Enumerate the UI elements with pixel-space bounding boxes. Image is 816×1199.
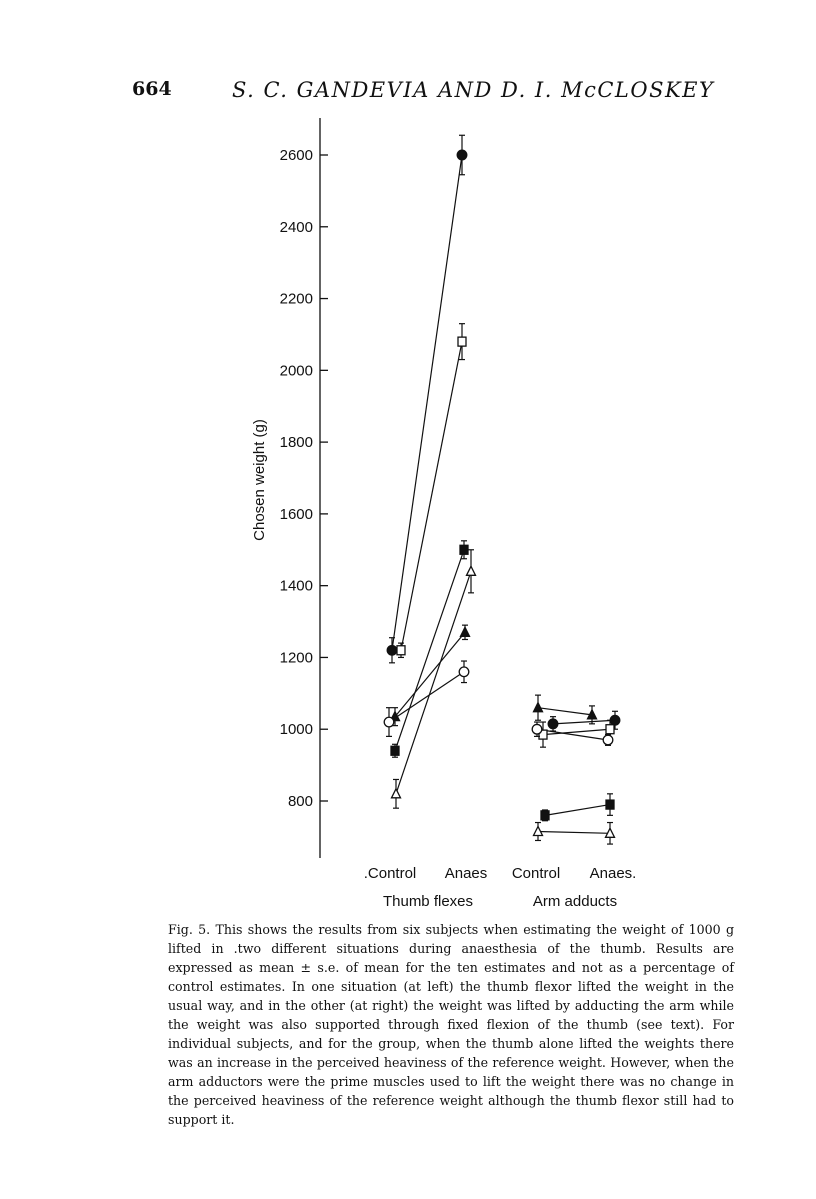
data-point-square [391,746,399,755]
data-point-circle [459,667,469,677]
y-tick-label: 2600 [279,147,313,164]
data-point-circle [603,735,613,745]
category-label-arm-anaes: Anaes. [589,865,637,882]
y-tick-label: 1400 [279,577,313,595]
figure-caption: Fig. 5. This shows the results from six subjects when estimating the weight of 1000 g lifted in .two different situations during anaesthesia of the thumb. Results are expressed as mean ± s.e. of mean for the ten estimates and not as a percentage of control estimates. In one situation (at left) the thumb flexor lifted the weight in the usual way, and in the other (at right) the weight was lifted by adducting the arm while the weight was also supported through fixed flexion of the thumb (see text). For individual subjects, and for the group, when the thumb alone lifted the weights there was an increase in the perceived heaviness of the reference weight. However, when the arm adductors were the prime muscles used to lift the weight there was no change in the perceived heaviness of the reference weight although the thumb flexor still had to support it. [168,922,734,1127]
data-point-square [458,337,466,346]
y-ticks [280,147,328,810]
series-layer [384,135,620,844]
data-point-triangle [461,627,470,636]
page-number: 664 [132,78,172,100]
data-point-square [397,646,405,655]
data-point-square [541,811,549,820]
series-line-thumb [392,155,462,650]
y-tick-label: 2200 [279,290,313,308]
data-point-triangle [467,566,476,575]
series-line-arm [545,805,610,816]
category-label-arm-control: Control [511,865,561,882]
category-label-thumb-control: .Control [363,865,417,882]
group-label-thumb-flexes: Thumb flexes [382,893,474,910]
y-tick-label: 1600 [279,505,313,523]
y-tick-label: 1800 [279,434,313,452]
group-label-arm-adducts: Arm adducts [532,893,618,910]
y-tick-label: 2400 [279,218,313,236]
data-point-triangle [534,703,543,712]
data-point-triangle [392,789,401,798]
data-point-square [606,800,614,809]
series-line-thumb [401,342,462,651]
running-head: S. C. GANDEVIA AND D. I. McCLOSKEY [232,78,715,102]
category-label-thumb-anaes: Anaes [444,865,488,882]
data-point-square [460,545,468,554]
series-line-thumb [395,632,465,716]
data-point-circle [532,724,542,734]
data-point-circle [387,645,397,655]
y-tick-label: 1000 [279,721,313,739]
data-point-circle [457,150,467,160]
series-line-thumb [396,571,471,794]
series-line-arm [538,832,610,834]
data-point-square [606,725,614,734]
y-axis-label: Chosen weight (g) [251,419,268,541]
series-line-arm [538,708,592,715]
y-tick-label: 2000 [279,362,313,380]
data-point-circle [548,719,558,729]
y-tick-label: 800 [287,793,313,810]
data-point-circle [384,717,394,727]
y-tick-label: 1200 [279,649,313,667]
series-line-arm [553,720,615,724]
